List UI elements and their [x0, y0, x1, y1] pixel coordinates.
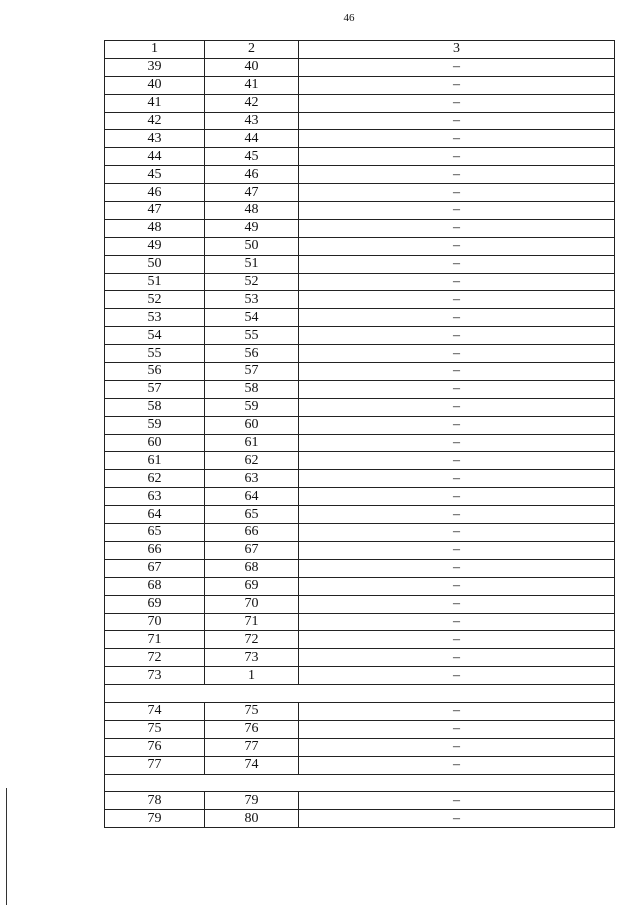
- table-cell-col3: –: [299, 488, 615, 506]
- table-cell-col1: 54: [105, 327, 205, 345]
- table-cell-col1: 58: [105, 398, 205, 416]
- table-cell-col2: 56: [205, 345, 299, 363]
- table-cell-col3: –: [299, 524, 615, 542]
- table-cell-col2: 77: [205, 738, 299, 756]
- table-cell-col1: 70: [105, 613, 205, 631]
- table-cell-col1: 64: [105, 506, 205, 524]
- table-spacer-row: [105, 685, 615, 703]
- table-row: [105, 398, 615, 416]
- table-cell-col1: 46: [105, 184, 205, 202]
- table-cell-col2: 71: [205, 613, 299, 631]
- table-row: [105, 363, 615, 381]
- table-cell-col1: 40: [105, 76, 205, 94]
- table-cell-col1: 55: [105, 345, 205, 363]
- table-spacer-row: [105, 774, 615, 792]
- table-row: [105, 524, 615, 542]
- table-cell-col3: –: [299, 810, 615, 828]
- table-cell-col3: –: [299, 470, 615, 488]
- table-cell-col2: 61: [205, 434, 299, 452]
- table-cell-col3: –: [299, 649, 615, 667]
- table-row: [105, 792, 615, 810]
- table-cell-col3: –: [299, 273, 615, 291]
- table-cell-col2: 72: [205, 631, 299, 649]
- table-cell-col1: 39: [105, 58, 205, 76]
- table-row: [105, 148, 615, 166]
- table-cell-col3: –: [299, 613, 615, 631]
- table-cell-col1: 73: [105, 667, 205, 685]
- table-row: [105, 452, 615, 470]
- table-cell-col1: 67: [105, 559, 205, 577]
- table-row: [105, 202, 615, 220]
- table-cell-col2: 50: [205, 237, 299, 255]
- table-cell-col1: 50: [105, 255, 205, 273]
- table-row: [105, 166, 615, 184]
- table-row: [105, 810, 615, 828]
- table-cell-col3: –: [299, 237, 615, 255]
- table-cell-col1: 71: [105, 631, 205, 649]
- table-row: [105, 434, 615, 452]
- table-cell-col2: 47: [205, 184, 299, 202]
- table-row: [105, 488, 615, 506]
- column-header-1: 1: [105, 41, 205, 59]
- table-cell-col3: –: [299, 184, 615, 202]
- page-number: 46: [343, 12, 355, 24]
- table-row: [105, 613, 615, 631]
- table-cell-col3: –: [299, 112, 615, 130]
- table-row: [105, 667, 615, 685]
- data-table: [104, 40, 615, 828]
- table-cell-col1: 47: [105, 202, 205, 220]
- table-cell-col2: 49: [205, 219, 299, 237]
- table-row: [105, 756, 615, 774]
- table-cell-col1: 61: [105, 452, 205, 470]
- table-cell-col3: –: [299, 76, 615, 94]
- table-row: [105, 309, 615, 327]
- table-row: [105, 595, 615, 613]
- table-cell-col1: 52: [105, 291, 205, 309]
- table-row: [105, 577, 615, 595]
- table-cell-col1: 75: [105, 720, 205, 738]
- table-cell-col3: –: [299, 631, 615, 649]
- table-cell-col2: 69: [205, 577, 299, 595]
- column-header-2: 2: [205, 41, 299, 59]
- table-cell-col1: 76: [105, 738, 205, 756]
- table-cell-col2: 70: [205, 595, 299, 613]
- table-cell-col2: 41: [205, 76, 299, 94]
- table-cell-col3: –: [299, 309, 615, 327]
- table-cell-col3: –: [299, 94, 615, 112]
- table-row: [105, 631, 615, 649]
- table-cell-col3: –: [299, 595, 615, 613]
- table-cell-col1: 77: [105, 756, 205, 774]
- table-cell-col3: –: [299, 148, 615, 166]
- table-cell-col2: 80: [205, 810, 299, 828]
- table-cell-col2: 54: [205, 309, 299, 327]
- table-cell-col2: 58: [205, 380, 299, 398]
- table-cell-col3: –: [299, 452, 615, 470]
- table-cell-col1: 51: [105, 273, 205, 291]
- table-cell-col1: 69: [105, 595, 205, 613]
- table-cell-col3: –: [299, 291, 615, 309]
- table-cell-col3: –: [299, 434, 615, 452]
- table-row: [105, 94, 615, 112]
- table-cell-col1: 74: [105, 702, 205, 720]
- table-row: [105, 184, 615, 202]
- table-cell-col1: 59: [105, 416, 205, 434]
- table-cell-col2: 68: [205, 559, 299, 577]
- table-cell-col2: 73: [205, 649, 299, 667]
- table-cell-col3: –: [299, 792, 615, 810]
- table-cell-col3: –: [299, 380, 615, 398]
- table-cell-col1: 66: [105, 541, 205, 559]
- table-cell-col3: –: [299, 720, 615, 738]
- column-header-3: 3: [299, 41, 615, 59]
- table-cell-col2: 66: [205, 524, 299, 542]
- table-cell-col1: 48: [105, 219, 205, 237]
- table-row: [105, 470, 615, 488]
- table-cell-col2: 53: [205, 291, 299, 309]
- table-cell-col2: 45: [205, 148, 299, 166]
- table-cell-col2: 46: [205, 166, 299, 184]
- table-row: [105, 506, 615, 524]
- table-body: [105, 41, 615, 828]
- table-row: [105, 327, 615, 345]
- table-cell-col3: –: [299, 202, 615, 220]
- table-cell-col1: 49: [105, 237, 205, 255]
- table-cell-col3: –: [299, 58, 615, 76]
- table-cell-col1: 42: [105, 112, 205, 130]
- table-row: [105, 58, 615, 76]
- table-cell-col2: 64: [205, 488, 299, 506]
- table-cell-col3: –: [299, 702, 615, 720]
- table-cell-col3: –: [299, 363, 615, 381]
- table-cell-col1: 44: [105, 148, 205, 166]
- table-row: [105, 273, 615, 291]
- table-row: [105, 702, 615, 720]
- table-row: [105, 112, 615, 130]
- table-cell-col2: 1: [205, 667, 299, 685]
- table-row: [105, 738, 615, 756]
- table-row: [105, 649, 615, 667]
- table-cell-col1: 79: [105, 810, 205, 828]
- table-cell-col1: 63: [105, 488, 205, 506]
- table-cell-col2: 42: [205, 94, 299, 112]
- table-cell-col2: 55: [205, 327, 299, 345]
- spacer-cell: [105, 685, 615, 703]
- table-row: [105, 219, 615, 237]
- table-cell-col2: 57: [205, 363, 299, 381]
- table-cell-col3: –: [299, 130, 615, 148]
- table-cell-col3: –: [299, 559, 615, 577]
- table-row: [105, 416, 615, 434]
- table-cell-col1: 56: [105, 363, 205, 381]
- table-cell-col3: –: [299, 738, 615, 756]
- table-cell-col3: –: [299, 577, 615, 595]
- table-cell-col2: 62: [205, 452, 299, 470]
- table-row: [105, 345, 615, 363]
- table-cell-col3: –: [299, 255, 615, 273]
- table-cell-col1: 65: [105, 524, 205, 542]
- spacer-cell: [105, 774, 615, 792]
- table-cell-col3: –: [299, 166, 615, 184]
- table-cell-col2: 40: [205, 58, 299, 76]
- table-cell-col2: 79: [205, 792, 299, 810]
- table-row: [105, 291, 615, 309]
- table-cell-col1: 41: [105, 94, 205, 112]
- table-cell-col3: –: [299, 219, 615, 237]
- table-cell-col3: –: [299, 756, 615, 774]
- table-cell-col2: 59: [205, 398, 299, 416]
- table-cell-col2: 75: [205, 702, 299, 720]
- table-cell-col2: 52: [205, 273, 299, 291]
- scan-margin-line: [6, 788, 7, 905]
- table-cell-col2: 74: [205, 756, 299, 774]
- table-row: [105, 380, 615, 398]
- table-cell-col2: 44: [205, 130, 299, 148]
- table-row: [105, 541, 615, 559]
- table-header-row: [105, 41, 615, 59]
- table-cell-col1: 72: [105, 649, 205, 667]
- table-cell-col2: 51: [205, 255, 299, 273]
- table-cell-col2: 67: [205, 541, 299, 559]
- table-row: [105, 559, 615, 577]
- table-cell-col3: –: [299, 416, 615, 434]
- table-cell-col1: 45: [105, 166, 205, 184]
- table-cell-col1: 68: [105, 577, 205, 595]
- table-cell-col3: –: [299, 327, 615, 345]
- table-cell-col3: –: [299, 667, 615, 685]
- table-row: [105, 76, 615, 94]
- table-cell-col2: 63: [205, 470, 299, 488]
- table-cell-col3: –: [299, 541, 615, 559]
- table-row: [105, 720, 615, 738]
- table-cell-col1: 60: [105, 434, 205, 452]
- table-row: [105, 255, 615, 273]
- table-cell-col1: 43: [105, 130, 205, 148]
- table-cell-col2: 60: [205, 416, 299, 434]
- table-cell-col1: 53: [105, 309, 205, 327]
- table-cell-col1: 57: [105, 380, 205, 398]
- table-cell-col3: –: [299, 345, 615, 363]
- table-row: [105, 237, 615, 255]
- table-cell-col1: 78: [105, 792, 205, 810]
- table-cell-col1: 62: [105, 470, 205, 488]
- table-cell-col2: 48: [205, 202, 299, 220]
- table-cell-col2: 43: [205, 112, 299, 130]
- table-cell-col3: –: [299, 506, 615, 524]
- table-cell-col3: –: [299, 398, 615, 416]
- table-cell-col2: 76: [205, 720, 299, 738]
- table-row: [105, 130, 615, 148]
- table-cell-col2: 65: [205, 506, 299, 524]
